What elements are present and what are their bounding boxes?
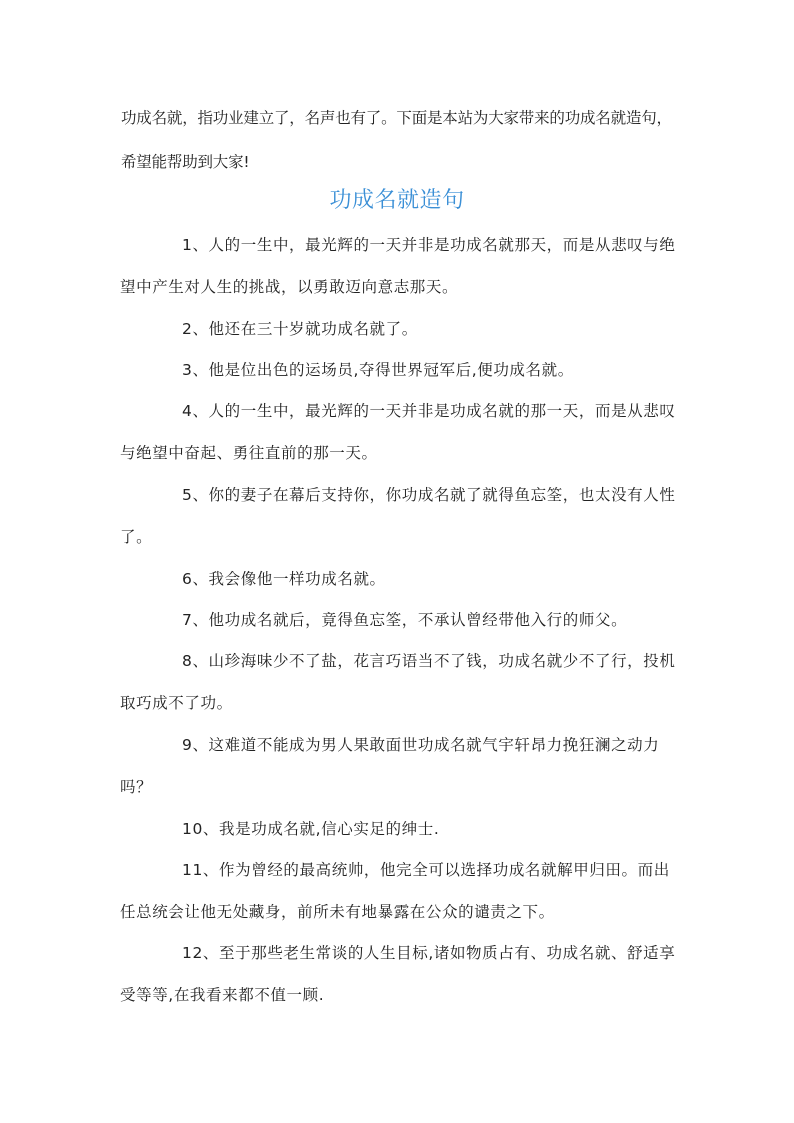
sentence-item-10: 10、我是功成名就,信心实足的绅士.	[182, 820, 440, 838]
sentence-item-6: 6、我会像他一样功成名就。	[182, 570, 386, 588]
sentence-item-9: 9、这难道不能成为男人果敢面世功成名就气宇轩昂力挽狂澜之动力吗？	[120, 736, 660, 796]
intro-line-2: 希望能帮助到大家!	[121, 153, 250, 171]
intro-line-1: 功成名就，指功业建立了，名声也有了。下面是本站为大家带来的功成名就造句，	[121, 109, 672, 127]
sentence-item-1: 1、人的一生中，最光辉的一天并非是功成名就那天，而是从悲叹与绝望中产生对人生的挑战，以勇敢迈向意志那天。	[120, 236, 676, 296]
sentence-item-5: 5、你的妻子在幕后支持你，你功成名就了就得鱼忘筌，也太没有人性了。	[120, 486, 676, 546]
sentence-item-2: 2、他还在三十岁就功成名就了。	[182, 320, 418, 338]
sentence-item-11: 11、作为曾经的最高统帅，他完全可以选择功成名就解甲归田。而出任总统会让他无处藏身，前所未有地暴露在公众的谴责之下。	[120, 861, 670, 921]
page-title: 功成名就造句	[329, 188, 465, 213]
sentence-item-8: 8、山珍海味少不了盐，花言巧语当不了钱，功成名就少不了行，投机取巧成不了功。	[120, 652, 676, 712]
sentence-item-7: 7、他功成名就后，竟得鱼忘筌，不承认曾经带他入行的师父。	[182, 611, 628, 629]
sentence-item-4: 4、人的一生中，最光辉的一天并非是功成名就的那一天，而是从悲叹与绝望中奋起、勇往直前的那一天。	[120, 402, 676, 462]
sentence-item-12: 12、至于那些老生常谈的人生目标,诸如物质占有、功成名就、舒适享受等等,在我看来都不值一顾.	[120, 944, 676, 1004]
sentence-item-3: 3、他是位出色的运场员,夺得世界冠军后,便功成名就。	[182, 361, 574, 379]
